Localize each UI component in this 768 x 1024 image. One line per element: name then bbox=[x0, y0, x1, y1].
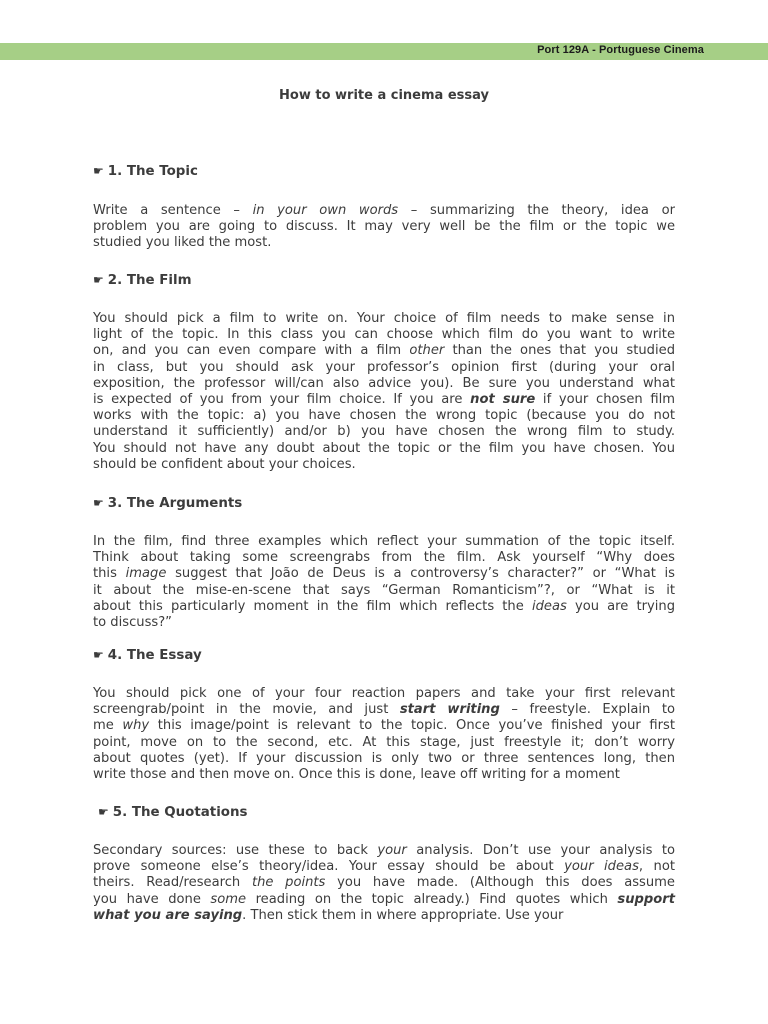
paragraph-line: you have done some reading on the topic already.) Find quotes which support bbox=[93, 891, 675, 907]
section-heading-quotations bbox=[98, 805, 248, 820]
emphasis-text: your bbox=[377, 843, 407, 858]
heading-text: 2. The Film bbox=[107, 273, 192, 288]
paragraph-film bbox=[93, 311, 675, 473]
emphasis-text: in your own words bbox=[252, 203, 399, 218]
pointing-hand-icon: ☛ bbox=[98, 805, 109, 819]
heading-text: 4. The Essay bbox=[107, 648, 202, 663]
paragraph-line: light of the topic. In this class you can choose which film do you want to write bbox=[93, 327, 675, 343]
paragraph-line: to discuss?” bbox=[93, 615, 172, 631]
strong-emphasis-text: what you are saying bbox=[93, 907, 243, 923]
emphasis-text: your ideas bbox=[564, 859, 639, 875]
paragraph-line: should be confident about your choices. bbox=[93, 456, 356, 472]
pointing-hand-icon: ☛ bbox=[93, 496, 104, 510]
paragraph-line: You should pick a film to write on. Your choice of film needs to make sense in bbox=[93, 311, 675, 326]
header-bar bbox=[0, 43, 768, 60]
document-title: How to write a cinema essay bbox=[279, 88, 489, 103]
pointing-hand-icon: ☛ bbox=[93, 648, 104, 662]
paragraph-line: me why this image/point is relevant to the topic. Once you’ve finished your first bbox=[93, 718, 676, 734]
paragraph-line: this image suggest that João de Deus is a controversy’s character?” or “What is bbox=[93, 566, 675, 582]
pointing-hand-icon: ☛ bbox=[93, 164, 104, 178]
strong-emphasis-text: start writing bbox=[399, 702, 500, 718]
paragraph-line: Think about taking some screengrabs from the film. Ask yourself “Why does bbox=[93, 550, 675, 566]
heading-text: 3. The Arguments bbox=[107, 496, 243, 511]
strong-emphasis-text: not sure bbox=[470, 392, 536, 408]
paragraph-line: it about the mise-en-scene that says “German Romanticism”?, or “What is it bbox=[93, 582, 675, 598]
paragraph-line: You should not have any doubt about the topic or the film you have chosen. You bbox=[93, 440, 675, 456]
strong-emphasis-text: support bbox=[617, 891, 675, 907]
paragraph-line: about quotes (yet). If your discussion is only two or three sentences long, then bbox=[93, 750, 675, 766]
section-heading-topic bbox=[93, 164, 198, 179]
emphasis-text: image bbox=[125, 566, 167, 582]
emphasis-text: ideas bbox=[531, 598, 567, 614]
heading-text: 1. The Topic bbox=[107, 164, 198, 179]
paragraph-line: Write a sentence – in your own words – summarizing the theory, idea or bbox=[93, 203, 675, 218]
paragraph-quotations bbox=[93, 843, 675, 924]
paragraph-line: screengrab/point in the movie, and just start writing – freestyle. Explain to bbox=[93, 702, 675, 718]
paragraph-line: understand it sufficiently) and/or b) you have chosen the wrong film to study. bbox=[93, 424, 675, 440]
paragraph-topic bbox=[93, 203, 675, 252]
paragraph-line: In the film, find three examples which reflect your summation of the topic itself. bbox=[93, 534, 675, 549]
emphasis-text: other bbox=[409, 343, 445, 359]
paragraph-arguments bbox=[93, 534, 675, 631]
pointing-hand-icon: ☛ bbox=[93, 273, 104, 287]
paragraph-line: what you are saying. Then stick them in where appropriate. Use your bbox=[93, 907, 564, 923]
paragraph-line: point, move on to the second, etc. At this stage, just freestyle it; don’t worry bbox=[93, 734, 675, 750]
paragraph-line: Secondary sources: use these to back your analysis. Don’t use your analysis to bbox=[93, 843, 675, 858]
paragraph-line: about this particularly moment in the film which reflects the ideas you are trying bbox=[93, 598, 676, 614]
emphasis-text: the points bbox=[251, 875, 326, 891]
section-heading-arguments bbox=[93, 496, 242, 511]
paragraph-line: in class, but you should ask your professor’s opinion first (during your oral bbox=[93, 359, 675, 375]
section-heading-film bbox=[93, 273, 192, 288]
paragraph-essay bbox=[93, 686, 675, 783]
course-label: Port 129A - Portuguese Cinema bbox=[537, 44, 704, 56]
paragraph-line: works with the topic: a) you have chosen the wrong topic (because you do not bbox=[93, 408, 675, 424]
heading-text: 5. The Quotations bbox=[112, 805, 248, 820]
paragraph-line: problem you are going to discuss. It may very well be the film or the topic we bbox=[93, 219, 675, 235]
paragraph-line: exposition, the professor will/can also advice you). Be sure you understand what bbox=[93, 375, 675, 391]
paragraph-line: You should pick one of your four reaction papers and take your first relevant bbox=[93, 686, 675, 701]
paragraph-line: write those and then move on. Once this is done, leave off writing for a moment bbox=[93, 767, 620, 783]
paragraph-line: studied you liked the most. bbox=[93, 235, 272, 251]
paragraph-line: is expected of you from your film choice. If you are not sure if your chosen film bbox=[93, 392, 675, 408]
emphasis-text: why bbox=[122, 718, 150, 734]
section-heading-essay bbox=[93, 648, 202, 663]
emphasis-text: some bbox=[210, 891, 247, 907]
paragraph-line: theirs. Read/research the points you have made. (Although this does assume bbox=[93, 875, 675, 891]
paragraph-line: prove someone else’s theory/idea. Your essay should be about your ideas, not bbox=[93, 859, 675, 875]
paragraph-line: on, and you can even compare with a film other than the ones that you studied bbox=[93, 343, 676, 359]
